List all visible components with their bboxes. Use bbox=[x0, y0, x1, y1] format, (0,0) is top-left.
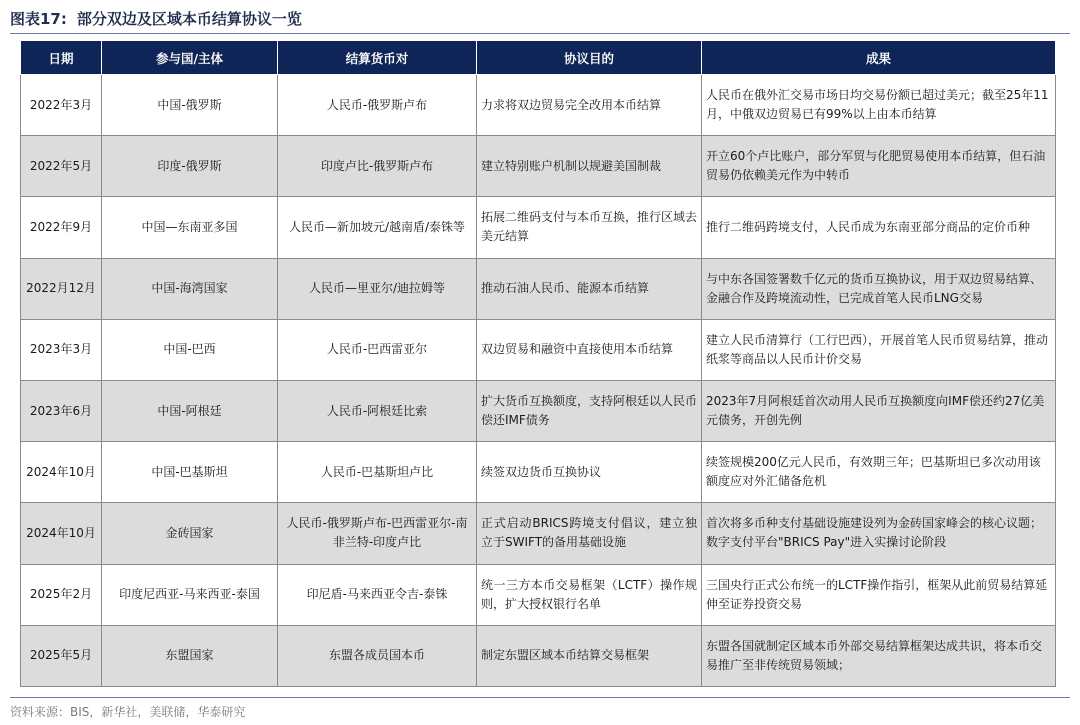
cell-result: 2023年7月阿根廷首次动用人民币互换额度向IMF偿还约27亿美元债务，开创先例 bbox=[702, 380, 1056, 441]
cell-party: 中国-巴西 bbox=[102, 319, 278, 380]
cell-purpose: 推动石油人民币、能源本币结算 bbox=[477, 258, 702, 319]
cell-date: 2025年2月 bbox=[21, 564, 102, 625]
cell-purpose: 统一三方本币交易框架（LCTF）操作规则，扩大授权银行名单 bbox=[477, 564, 702, 625]
table-row bbox=[21, 380, 1056, 441]
cell-purpose: 续签双边货币互换协议 bbox=[477, 442, 702, 503]
figure-label: 图表17: bbox=[10, 9, 67, 28]
top-rule bbox=[10, 33, 1070, 34]
table-row bbox=[21, 442, 1056, 503]
cell-currency-pair: 人民币-巴基斯坦卢比 bbox=[278, 442, 477, 503]
cell-party: 金砖国家 bbox=[102, 503, 278, 564]
cell-date: 2023年6月 bbox=[21, 380, 102, 441]
cell-date: 2023年3月 bbox=[21, 319, 102, 380]
cell-party: 中国-巴基斯坦 bbox=[102, 442, 278, 503]
header-result: 成果 bbox=[702, 41, 1056, 75]
cell-date: 2024年10月 bbox=[21, 442, 102, 503]
cell-currency-pair: 人民币-巴西雷亚尔 bbox=[278, 319, 477, 380]
table-row bbox=[21, 319, 1056, 380]
cell-date: 2022年3月 bbox=[21, 75, 102, 136]
cell-party: 中国—东南亚多国 bbox=[102, 197, 278, 258]
cell-purpose: 建立特别账户机制以规避美国制裁 bbox=[477, 136, 702, 197]
cell-result: 人民币在俄外汇交易市场日均交易份额已超过美元；截至25年11月，中俄双边贸易已有99%以上由本币结算 bbox=[702, 75, 1056, 136]
cell-purpose: 拓展二维码支付与本币互换，推行区域去美元结算 bbox=[477, 197, 702, 258]
cell-purpose: 正式启动BRICS跨境支付倡议，建立独立于SWIFT的备用基础设施 bbox=[477, 503, 702, 564]
cell-result: 建立人民币清算行（工行巴西），开展首笔人民币贸易结算，推动纸浆等商品以人民币计价交易 bbox=[702, 319, 1056, 380]
figure-heading: 部分双边及区域本币结算协议一览 bbox=[76, 9, 302, 28]
cell-party: 印度-俄罗斯 bbox=[102, 136, 278, 197]
cell-result: 续签规模200亿元人民币，有效期三年；巴基斯坦已多次动用该额度应对外汇储备危机 bbox=[702, 442, 1056, 503]
table-row bbox=[21, 564, 1056, 625]
cell-currency-pair: 人民币-俄罗斯卢布 bbox=[278, 75, 477, 136]
cell-currency-pair: 人民币—新加坡元/越南盾/泰铢等 bbox=[278, 197, 477, 258]
table-row bbox=[21, 503, 1056, 564]
cell-result: 与中东各国签署数千亿元的货币互换协议，用于双边贸易结算、金融合作及跨境流动性，已完成首笔人民币LNG交易 bbox=[702, 258, 1056, 319]
cell-date: 2022月12月 bbox=[21, 258, 102, 319]
cell-currency-pair: 人民币-俄罗斯卢布-巴西雷亚尔-南非兰特-印度卢比 bbox=[278, 503, 477, 564]
cell-party: 东盟国家 bbox=[102, 625, 278, 686]
table-row bbox=[21, 625, 1056, 686]
cell-currency-pair: 印尼盾-马来西亚令吉-泰铢 bbox=[278, 564, 477, 625]
cell-result: 东盟各国就制定区域本币外部交易结算框架达成共识，将本币交易推广至非传统贸易领域； bbox=[702, 625, 1056, 686]
header-row bbox=[21, 41, 1056, 75]
header-party: 参与国/主体 bbox=[102, 41, 278, 75]
bottom-rule bbox=[10, 697, 1070, 698]
header-purpose: 协议目的 bbox=[477, 41, 702, 75]
cell-result: 开立60个卢比账户，部分军贸与化肥贸易使用本币结算，但石油贸易仍依赖美元作为中转币 bbox=[702, 136, 1056, 197]
cell-result: 三国央行正式公布统一的LCTF操作指引，框架从此前贸易结算延伸至证券投资交易 bbox=[702, 564, 1056, 625]
cell-date: 2022年9月 bbox=[21, 197, 102, 258]
cell-currency-pair: 人民币-阿根廷比索 bbox=[278, 380, 477, 441]
table-row bbox=[21, 136, 1056, 197]
cell-date: 2022年5月 bbox=[21, 136, 102, 197]
cell-purpose: 制定东盟区域本币结算交易框架 bbox=[477, 625, 702, 686]
cell-date: 2025年5月 bbox=[21, 625, 102, 686]
cell-purpose: 力求将双边贸易完全改用本币结算 bbox=[477, 75, 702, 136]
cell-party: 中国-阿根廷 bbox=[102, 380, 278, 441]
cell-party: 中国-俄罗斯 bbox=[102, 75, 278, 136]
table-row bbox=[21, 197, 1056, 258]
table-row bbox=[21, 258, 1056, 319]
cell-party: 印度尼西亚-马来西亚-泰国 bbox=[102, 564, 278, 625]
cell-result: 首次将多币种支付基础设施建设列为金砖国家峰会的核心议题；数字支付平台"BRICS Pay"进入实操讨论阶段 bbox=[702, 503, 1056, 564]
cell-currency-pair: 东盟各成员国本币 bbox=[278, 625, 477, 686]
cell-currency-pair: 印度卢比-俄罗斯卢布 bbox=[278, 136, 477, 197]
cell-date: 2024年10月 bbox=[21, 503, 102, 564]
cell-currency-pair: 人民币—里亚尔/迪拉姆等 bbox=[278, 258, 477, 319]
table-row bbox=[21, 75, 1056, 136]
cell-purpose: 扩大货币互换额度，支持阿根廷以人民币偿还IMF债务 bbox=[477, 380, 702, 441]
cell-party: 中国-海湾国家 bbox=[102, 258, 278, 319]
header-currency-pair: 结算货币对 bbox=[278, 41, 477, 75]
agreements-table bbox=[20, 40, 1056, 687]
cell-result: 推行二维码跨境支付，人民币成为东南亚部分商品的定价币种 bbox=[702, 197, 1056, 258]
cell-purpose: 双边贸易和融资中直接使用本币结算 bbox=[477, 319, 702, 380]
header-date: 日期 bbox=[21, 41, 102, 75]
figure-title bbox=[10, 4, 1070, 32]
source-note: 资料来源：BIS，新华社，美联储，华泰研究 bbox=[10, 705, 246, 719]
